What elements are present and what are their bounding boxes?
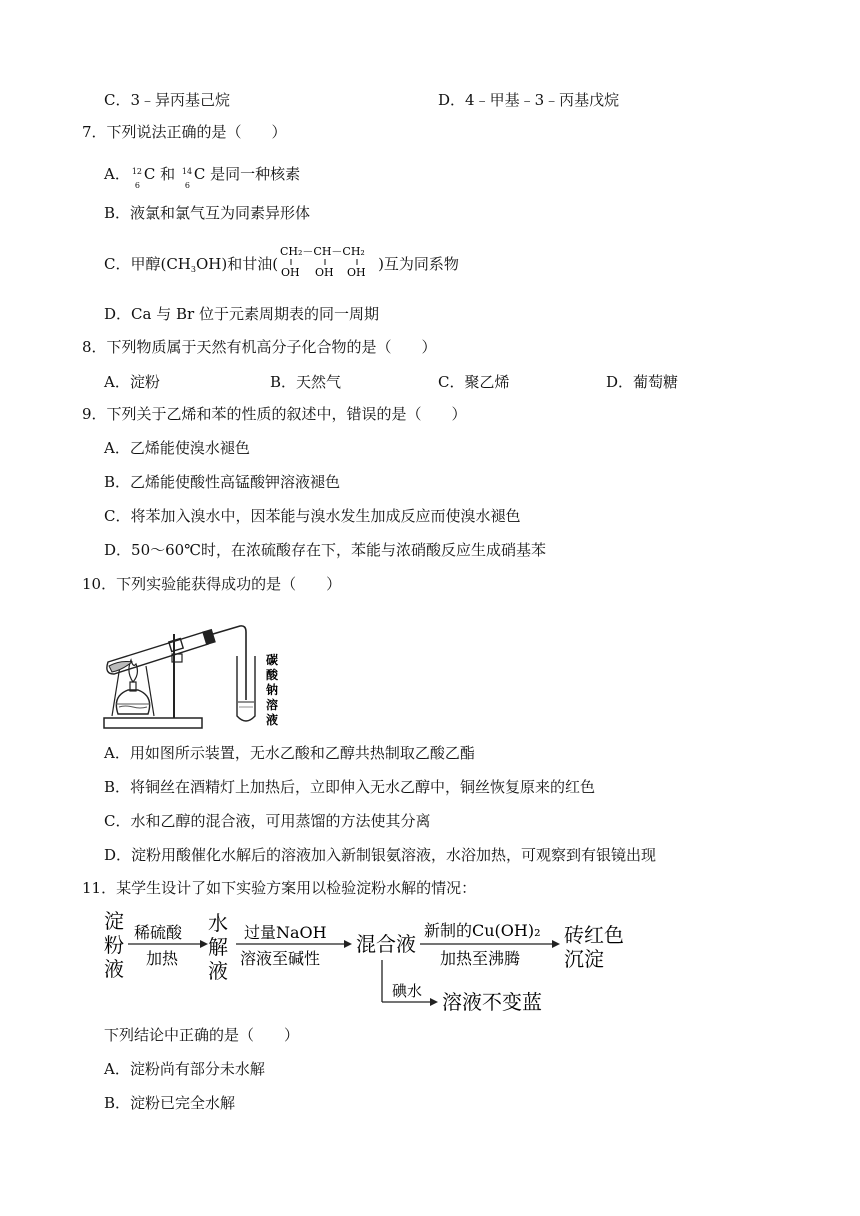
- flow-result1-line1: 砖红色: [564, 923, 624, 947]
- flow-start-1: 淀: [104, 909, 124, 933]
- q10-option-b: B．将铜丝在酒精灯上加热后，立即伸入无水乙醇中，铜丝恢复原来的红色: [104, 778, 596, 796]
- label-char-4: 溶: [266, 698, 279, 712]
- nuclide-c14: 14 6: [181, 167, 193, 190]
- label-char-2: 酸: [266, 668, 279, 682]
- q7-option-d: D．Ca 与 Br 位于元素周期表的同一周期: [104, 305, 379, 323]
- q9-stem: 9．下列关于乙烯和苯的性质的叙述中，错误的是（ ）: [82, 405, 467, 423]
- q8-option-b: B．天然气: [270, 373, 342, 391]
- q6-option-d: D．4﹣甲基﹣3﹣丙基戊烷: [438, 91, 620, 109]
- q6-option-c: C．3﹣异丙基己烷: [104, 91, 231, 109]
- q9-option-d: D．50～60℃时，在浓硫酸存在下，苯能与浓硝酸反应生成硝基苯: [104, 541, 546, 559]
- flow-step3-top: 新制的Cu(OH)₂: [424, 921, 541, 940]
- glycerol-oh-2: OH: [315, 266, 334, 279]
- flow-mid-1: 水: [208, 911, 228, 935]
- q10-stem: 10．下列实验能获得成功的是（ ）: [82, 575, 342, 593]
- flow-step2-top: 过量NaOH: [244, 923, 327, 942]
- q8-option-a: A．淀粉: [104, 373, 160, 391]
- glycerol-chain: CH₂－CH－CH₂: [280, 245, 365, 258]
- flow-step2-bottom: 溶液至碱性: [240, 949, 321, 968]
- flow-step3-bottom: 加热至沸腾: [440, 949, 521, 968]
- q10-option-d: D．淀粉用酸催化水解后的溶液加入新制银氨溶液，水浴加热，可观察到有银镜出现: [104, 846, 657, 864]
- hydrolysis-flowchart: [100, 904, 640, 1024]
- q11-stem: 11．某学生设计了如下实验方案用以检验淀粉水解的情况：: [82, 879, 477, 897]
- flow-start-2: 粉: [104, 933, 124, 957]
- q7-option-b: B．液氯和氯气互为同素异形体: [104, 204, 311, 222]
- q10-option-a: A．用如图所示装置，无水乙酸和乙醇共热制取乙酸乙酯: [104, 744, 475, 762]
- q11-option-b: B．淀粉已完全水解: [104, 1094, 236, 1112]
- q7-stem: 7．下列说法正确的是（ ）: [82, 123, 287, 141]
- q8-stem: 8．下列物质属于天然有机高分子化合物的是（ ）: [82, 338, 437, 356]
- label-char-1: 碳: [266, 653, 279, 667]
- flow-step1-bottom: 加热: [146, 949, 179, 968]
- q7-a-text2: C 是同一种核素: [193, 165, 301, 183]
- flow-step1-top: 稀硫酸: [134, 923, 183, 942]
- q7-a-prefix: A．: [104, 165, 130, 183]
- glycerol-oh-3: OH: [347, 266, 366, 279]
- flow-mix: 混合液: [356, 932, 416, 956]
- q8-option-d: D．葡萄糖: [606, 373, 679, 391]
- nuclide-c12: 12 6: [131, 167, 143, 190]
- glycerol-structure: [278, 242, 378, 287]
- flow-result2: 溶液不变蓝: [442, 990, 542, 1014]
- q8-option-c: C．聚乙烯: [438, 373, 510, 391]
- flow-result1-line2: 沉淀: [564, 947, 604, 971]
- flow-start-3: 液: [104, 957, 124, 981]
- q7-a-text1: C 和: [143, 165, 180, 183]
- q11-prompt: 下列结论中正确的是（ ）: [104, 1026, 300, 1044]
- q10-option-c: C．水和乙醇的混合液，可用蒸馏的方法使其分离: [104, 812, 431, 830]
- label-char-5: 液: [266, 713, 279, 727]
- q9-option-c: C．将苯加入溴水中，因苯能与溴水发生加成反应而使溴水褪色: [104, 507, 521, 525]
- q9-option-a: A．乙烯能使溴水褪色: [104, 439, 250, 457]
- label-char-3: 钠: [266, 683, 279, 697]
- glycerol-oh-1: OH: [281, 266, 300, 279]
- flow-branch-label: 碘水: [392, 982, 423, 1000]
- esterification-apparatus: [100, 604, 300, 734]
- q7-option-c: C．甲醇$(CH_3OH)$和甘油( CH₂－CH－CH₂ OH OH OH )互为同系物: [104, 254, 459, 299]
- q9-option-b: B．乙烯能使酸性高锰酸钾溶液褪色: [104, 473, 341, 491]
- flow-mid-3: 液: [208, 959, 228, 983]
- q7-option-a: [104, 164, 301, 190]
- flow-mid-2: 解: [208, 935, 228, 959]
- q11-option-a: A．淀粉尚有部分未水解: [104, 1060, 265, 1078]
